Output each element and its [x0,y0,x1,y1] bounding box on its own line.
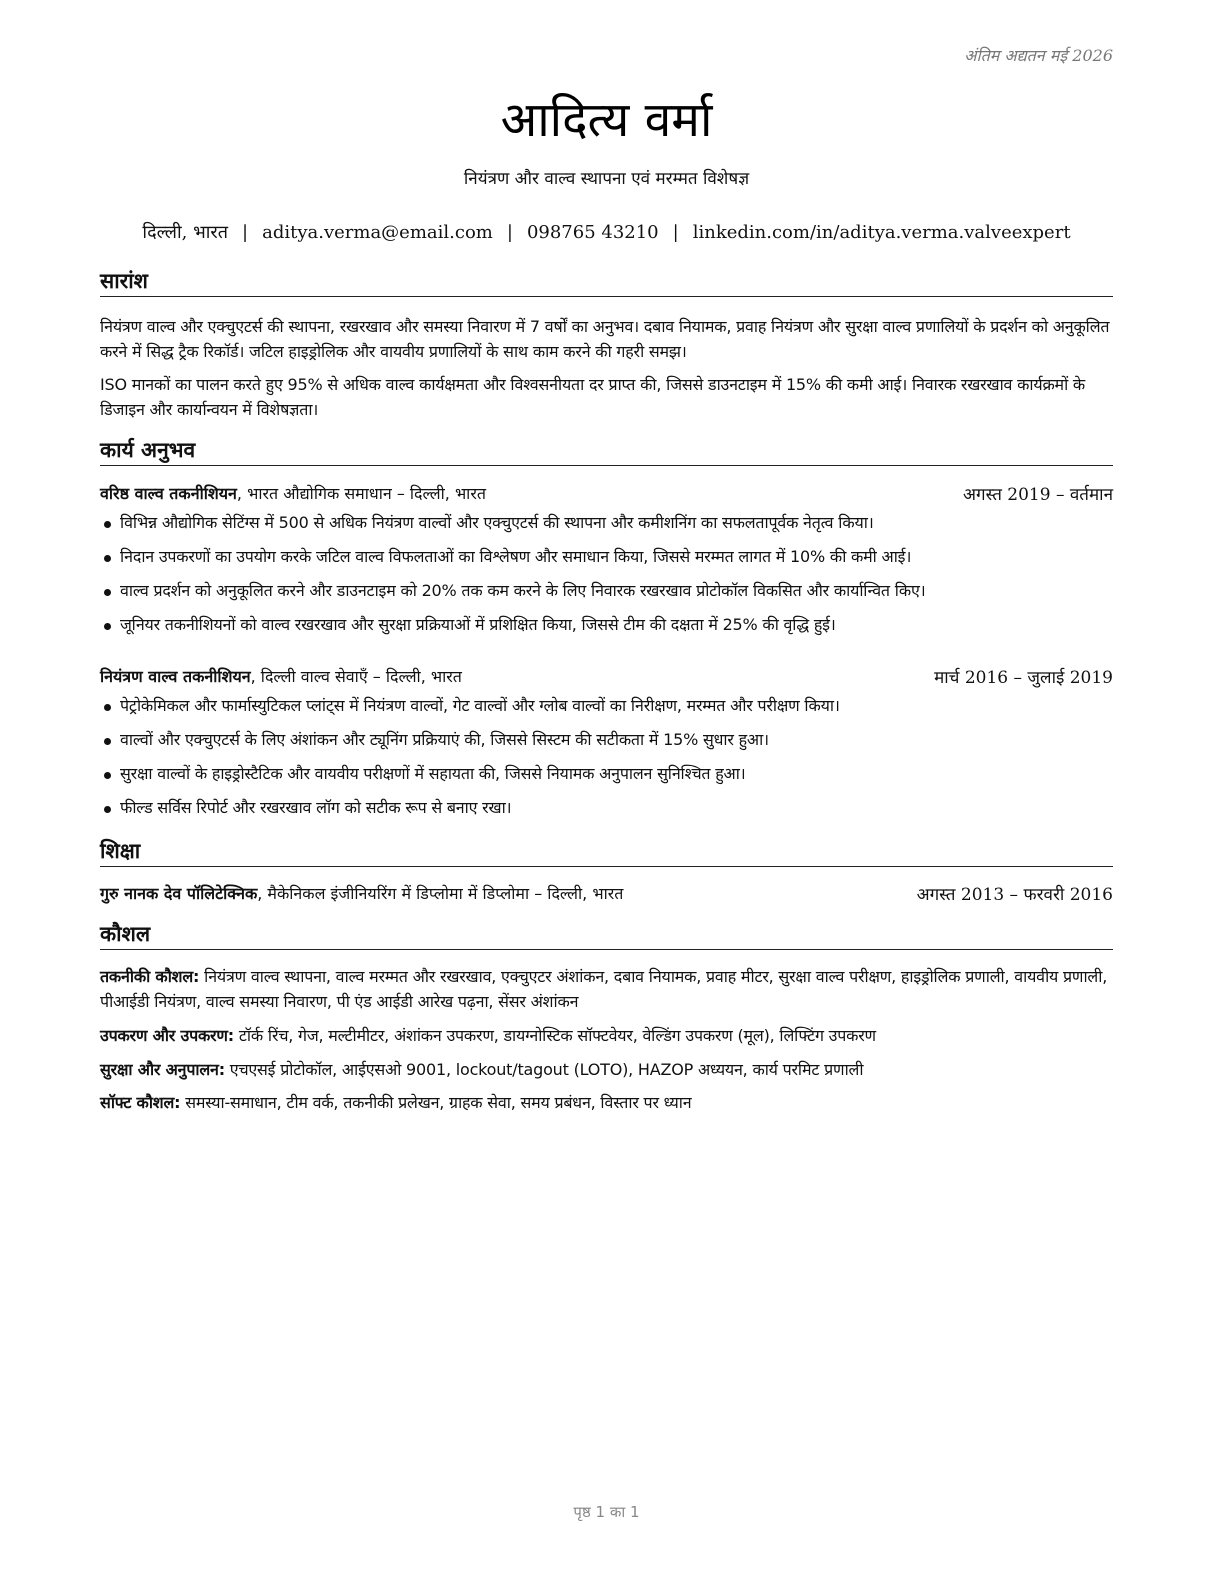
list-item: वाल्व प्रदर्शन को अनुकूलित करने और डाउनटाइम को 20% तक कम करने के लिए निवारक रखरखाव प्रोटोकॉल विकसित और कार्यान्वित किए। [100,580,1113,614]
skill-label: सॉफ्ट कौशल: [100,1093,181,1112]
job-role: वरिष्ठ वाल्व तकनीशियन [100,484,237,503]
phone: 098765 43210 [526,222,659,243]
job-company: , दिल्ली वाल्व सेवाएँ – दिल्ली, भारत [250,667,462,686]
last-updated: अंतिम अद्यतन मई 2026 [964,46,1113,65]
education-dates: अगस्त 2013 – फरवरी 2016 [916,885,1113,905]
summary-paragraph-1: नियंत्रण वाल्व और एक्चुएटर्स की स्थापना, रखरखाव और समस्या निवारण में 7 वर्षों का अनुभव। दबाव नियामक, प्रवाह नियंत्रण और सुरक्षा वाल्व प्रणालियों के प्रदर्शन को अनुकूलित करने में सिद्ध ट्रैक रिकॉर्ड। जटिल हाइड्रोलिक और वायवीय प्रणालियों के साथ काम करने की गहरी समझ। [100,317,1110,361]
education-details: , मैकेनिकल इंजीनियरिंग में डिप्लोमा में डिप्लोमा – दिल्ली, भारत [257,884,624,903]
skill-text: नियंत्रण वाल्व स्थापना, वाल्व मरम्मत और रखरखाव, एक्चुएटर अंशांकन, दबाव नियामक, प्रवाह मीटर, सुरक्षा वाल्व परीक्षण, हाइड्रोलिक प्रणाली, वायवीय प्रणाली, पीआईडी नियंत्रण, वाल्व समस्या निवारण, पी एंड आईडी आरेख पढ़ना, सेंसर अंशांकन [100,967,1108,1011]
job-dates: अगस्त 2019 – वर्तमान [963,485,1113,505]
list-item: पेट्रोकेमिकल और फार्मास्युटिकल प्लांट्स में नियंत्रण वाल्वों, गेट वाल्वों और ग्लोब वाल्वों का निरीक्षण, मरम्मत और परीक्षण किया। [100,695,1113,729]
list-item: जूनियर तकनीशियनों को वाल्व रखरखाव और सुरक्षा प्रक्रियाओं में प्रशिक्षित किया, जिससे टीम की दक्षता में 25% की वृद्धि हुई। [100,614,1113,648]
skill-row [100,1023,1113,1048]
contact-line [100,220,1113,244]
skills-heading: कौशल [100,921,1113,950]
list-item: विभिन्न औद्योगिक सेटिंग्स में 500 से अधिक नियंत्रण वाल्वों और एक्चुएटर्स की स्थापना और कमीशनिंग का सफलतापूर्वक नेतृत्व किया। [100,512,1113,546]
list-item: सुरक्षा वाल्वों के हाइड्रोस्टैटिक और वायवीय परीक्षणों में सहायता की, जिससे नियामक अनुपालन सुनिश्चित हुआ। [100,763,1113,797]
skill-row [100,1090,1113,1115]
skill-row [100,1057,1113,1082]
skill-text: समस्या-समाधान, टीम वर्क, तकनीकी प्रलेखन, ग्राहक सेवा, समय प्रबंधन, विस्तार पर ध्यान [180,1093,692,1112]
job-company: , भारत औद्योगिक समाधान – दिल्ली, भारत [236,484,486,503]
list-item: फील्ड सर्विस रिपोर्ट और रखरखाव लॉग को सटीक रूप से बनाए रखा। [100,797,1113,831]
skill-label: सुरक्षा और अनुपालन: [100,1060,225,1079]
location: दिल्ली, भारत [142,222,229,243]
linkedin-link[interactable]: linkedin.com/in/aditya.verma.valveexpert [692,222,1071,243]
list-item: निदान उपकरणों का उपयोग करके जटिल वाल्व विफलताओं का विश्लेषण और समाधान किया, जिससे मरम्मत लागत में 10% की कमी आई। [100,546,1113,580]
separator: | [242,222,249,243]
skill-text: एचएसई प्रोटोकॉल, आईएसओ 9001, lockout/tagout (LOTO), HAZOP अध्ययन, कार्य परमिट प्रणाली [224,1060,864,1079]
job-bullets [100,695,1113,831]
skill-row [100,964,1113,1014]
job-header [100,482,1113,505]
candidate-name: आदित्य वर्मा [500,92,713,148]
email-link[interactable]: aditya.verma@email.com [262,222,493,243]
job-role: नियंत्रण वाल्व तकनीशियन [100,667,251,686]
separator: | [672,222,679,243]
job-dates: मार्च 2016 – जुलाई 2019 [934,668,1113,688]
skill-text: टॉर्क रिंच, गेज, मल्टीमीटर, अंशांकन उपकरण, डायग्नोस्टिक सॉफ्टवेयर, वेल्डिंग उपकरण (मूल), लिफ्टिंग उपकरण [233,1026,876,1045]
skill-label: तकनीकी कौशल: [100,967,200,986]
job-header [100,665,1113,688]
job-bullets [100,512,1113,648]
list-item: वाल्वों और एक्चुएटर्स के लिए अंशांकन और ट्यूनिंग प्रक्रियाएं की, जिससे सिस्टम की सटीकता में 15% सुधार हुआ। [100,729,1113,763]
education-row [100,882,1113,905]
summary-paragraph-2: ISO मानकों का पालन करते हुए 95% से अधिक वाल्व कार्यक्षमता और विश्वसनीयता दर प्राप्त की, जिससे डाउनटाइम में 15% की कमी आई। निवारक रखरखाव कार्यक्रमों के डिजाइन और कार्यान्वयन में विशेषज्ञता। [100,375,1086,419]
education-heading: शिक्षा [100,838,1113,867]
page-number: पृष्ठ 1 का 1 [573,1503,640,1521]
summary-heading: सारांश [100,268,1113,297]
separator: | [506,222,513,243]
school-name: गुरु नानक देव पॉलिटेक्निक [100,884,258,903]
experience-heading: कार्य अनुभव [100,437,1113,466]
resume-page [100,0,1113,1584]
skill-label: उपकरण और उपकरण: [100,1026,234,1045]
headline: नियंत्रण और वाल्व स्थापना एवं मरम्मत विशेषज्ञ [463,169,750,189]
